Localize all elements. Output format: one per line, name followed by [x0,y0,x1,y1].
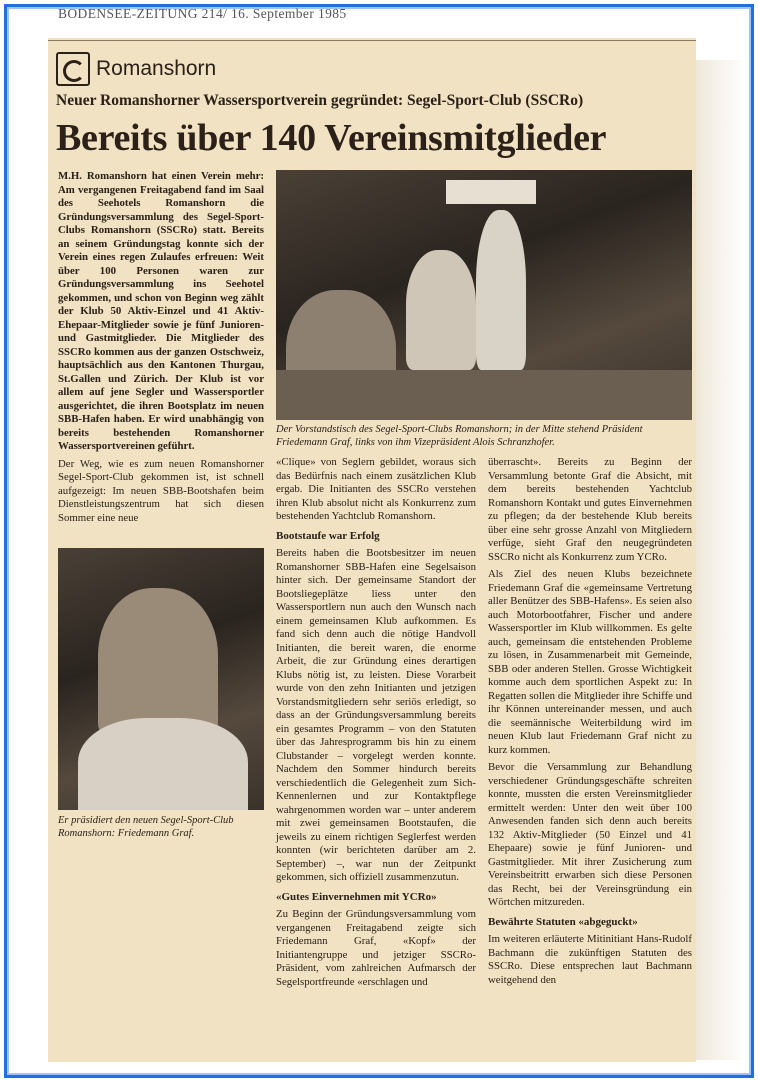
column-2 [276,456,476,993]
paragraph: Der Weg, wie es zum neuen Romanshorner Segel-Sport-Club gekommen ist, ist schnell aufgezeigt: Im neuen SBB-Bootshafen beim Dienstleistungszentrum hat sich diesen Sommer eine neue [58,457,264,524]
masthead: BODENSEE-ZEITUNG 214/ 16. September 1985 [58,6,347,21]
subheading: Bootstaufe war Erfolg [276,529,380,542]
section-logo-icon [56,52,90,86]
portrait-photo [58,548,264,810]
paragraph: Bereits haben die Bootsbesitzer im neuen Romanshorner SBB-Hafen eine Segelsaison hinter sich. Der gemeinsame Standort der Bootsliegeplätze liess unter den Wassersportlern nun auch den Wunsch nach einem gemeinsamen Klub aufkommen. Es fand sich denn auch die nötige Handvoll Initianten, die bereit waren, die enorme Arbeit, die zur Gründung eines derartigen Klubs nötig ist, zu leisten. Diese Vorarbeit wurde von den zehn Initianten und jetzigen Vorstandsmitgliedern sehr seriös erledigt, so dass an der Gründungsversammlung bereits ein gesamtes Programm – von den Statuten über das Jahresprogramm bis hin zu einem Clubstander – vorgelegt werden konnte. Nachdem den Sommer hindurch bereits verschiedentlich die Gelegenheit zum Sich-Kennenlernen und zur Kontaktpflege wahrgenommen worden war – unter anderem mit zwei gemeinsamen Bootstaufen, die jeweils zu einem richtigen Seglerfest werden konnten (wir berichteten darüber am 2. September) –, war nun der Zeitpunkt gekommen, sich offiziell zusammenzutun. [276,547,476,883]
section-header [56,52,216,86]
page-margin [696,60,746,1060]
paragraph: überrascht». Bereits zu Beginn der Versammlung betonte Graf die Absicht, mit dem bereits bestehenden Yachtclub Romanshorn Kontakt und gutes Einvernehmen zu pflegen; da der bestehende Klub bereits über eine sehr grosse Anzahl von Mitgliedern verfüge, sieht Graf den neugegründeten SSCRo nicht als Konkurrenz zum YCRo. [488,456,692,563]
paragraph: Bevor die Versammlung zur Behandlung verschiedener Gründungsgeschäfte schreiten konnte, mussten die ersten Vereinsmitglieder ermittelt werden: Unter den weit über 100 Anwesenden fanden sich denn auch bereits 132 Aktiv-Mitglieder (50 Einzel und 41 Ehepaare) sowie je fünf Junioren- und Gastmitglieder. Mit ihrer Zusicherung zum Vereinsbeitritt erwarben sich diese Personen das Recht, bei der Vereinsgründung ein Wörtchen mitzureden. [488,761,692,908]
masthead-rule [48,40,696,41]
subheadline: Neuer Romanshorner Wassersportverein gegründet: Segel-Sport-Club (SSCRo) [56,92,584,109]
paragraph: «Clique» von Seglern gebildet, woraus sich das Bedürfnis nach einem zusätzlichen Klub ergab. Die Initianten des SSCRo verstehen ihren Klub absolut nicht als Konkurrenz zum bestehenden Yachtclub Romanshorn. [276,456,476,522]
headline: Bereits über 140 Vereinsmitglieder [56,117,607,159]
subheading: Bewährte Statuten «abgeguckt» [488,915,638,928]
subheading: «Gutes Einvernehmen mit YCRo» [276,890,437,903]
meeting-photo [276,170,692,420]
section-name: Romanshorn [96,57,217,80]
meeting-photo-caption: Der Vorstandstisch des Segel-Sport-Clubs Romanshorn; in der Mitte stehend Präsident Friedemann Graf, links von ihm Vizepräsident Alois Schranzhofer. [276,424,643,448]
column-3 [488,456,692,991]
paragraph: Im weiteren erläuterte Mitinitiant Hans-Rudolf Bachmann die zukünftigen Statuten des SSCRo. Diese entsprechen laut Bachmann weitgehend den [488,933,692,986]
paragraph: Zu Beginn der Gründungsversammlung vom vergangenen Freitagabend zeigte sich Friedemann Graf, «Kopf» der Initiantengruppe und jetziger SSCRo-Präsident, vom zahlreichen Aufmarsch der Segelsportfreunde «erschlagen und [276,908,476,988]
portrait-caption: Er präsidiert den neuen Segel-Sport-Club Romanshorn: Friedemann Graf. [58,815,234,839]
paragraph: Als Ziel des neuen Klubs bezeichnete Friedemann Graf die «gemeinsame Vertretung aller Benützer des SBB-Hafens». Es seien also auch Motorbootfahrer, Fischer und andere Wassersportler im Klub willkommen. Es gelte auch, gemeinsam die entstehenden Probleme zu lösen, in Zusammenarbeit mit Gemeinde, SBB oder anderen Stellen. Grosse Wichtigkeit komme auch dem sportlichen Aspekt zu: In Regatten sollen die Mitglieder ihre Schiffe und ihr Können untereinander messen, und auch die seemännische Weiterbildung wird im neuen Klub laut Friedemann Graf nicht zu kurz kommen. [488,568,692,756]
lead-paragraph: M.H. Romanshorn hat einen Verein mehr: Am vergangenen Freitagabend fand im Saal des Seehotels Romanshorn die Gründungsversammlung des Segel-Sport-Clubs Romanshorn (SSCRo) statt. Bereits an seinem Gründungstag konnte sich der Verein eines regen Zulaufes erfreuen: Weit über 100 Personen waren zur Gründungsversammlung ins Seehotel gekommen, und schon von Beginn weg zählt der Klub 50 Aktiv-Einzel und 41 Aktiv-Ehepaar-Mitglieder sowie je fünf Junioren- und Gastmitglieder. Die Mitglieder des SSCRo kommen aus der ganzen Ostschweiz, hauptsächlich aus den Kantonen Thurgau, St.Gallen und Zürich. Der Klub ist vor allem auf jene Segler und Wassersportler ausgerichtet, die ihren Bootsplatz im neuen SBB-Hafen haben. Er wird unabhängig von bereits bestehenden Romanshorner Wassersportvereinen geführt. [58,170,264,452]
column-1 [58,170,264,529]
